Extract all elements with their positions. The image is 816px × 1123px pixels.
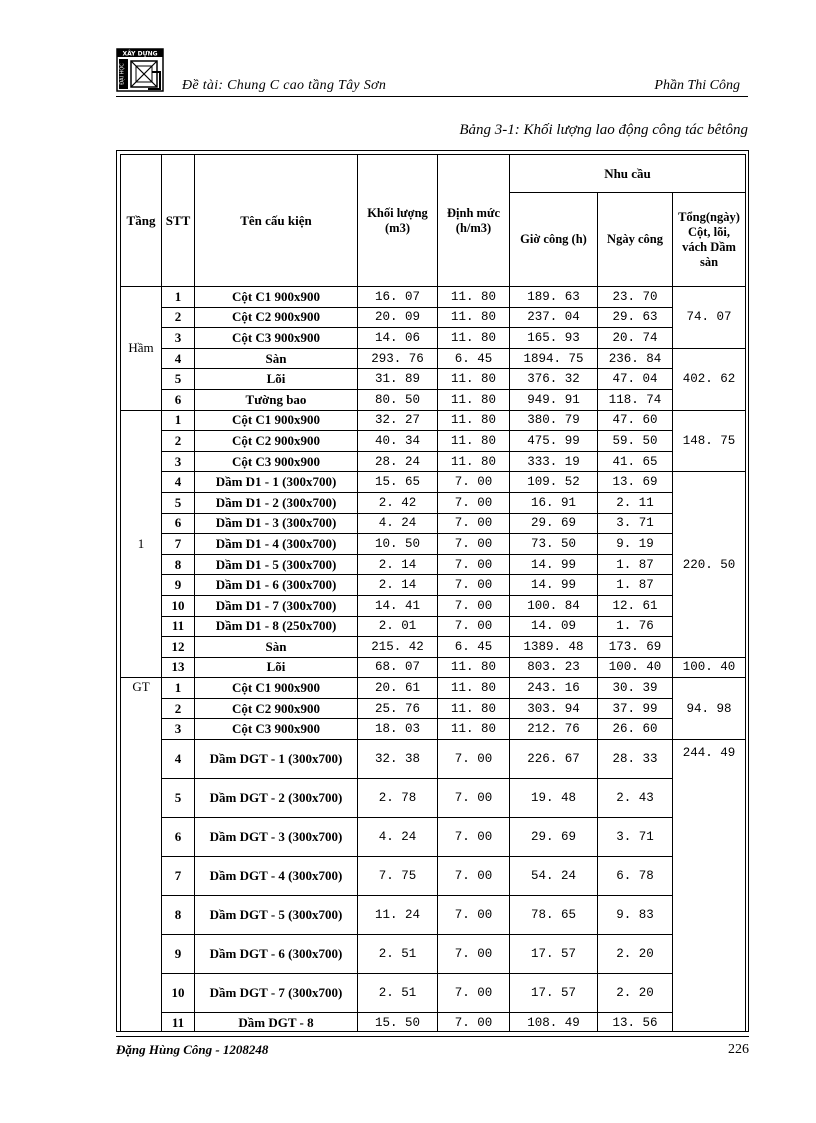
component-name: Dầm DGT - 4 (300x700) bbox=[195, 857, 358, 896]
volume-cell: 15. 65 bbox=[358, 472, 438, 493]
volume-cell: 293. 76 bbox=[358, 348, 438, 369]
days-cell: 3. 71 bbox=[598, 818, 673, 857]
table-row bbox=[121, 575, 746, 596]
page-footer bbox=[116, 1036, 749, 1060]
table-row bbox=[121, 328, 746, 349]
component-name: Cột C3 900x900 bbox=[195, 328, 358, 349]
norm-cell: 11. 80 bbox=[438, 719, 510, 740]
volume-cell: 31. 89 bbox=[358, 369, 438, 390]
page-number: 226 bbox=[728, 1042, 749, 1057]
days-cell: 47. 04 bbox=[598, 369, 673, 390]
volume-cell: 2. 42 bbox=[358, 492, 438, 513]
norm-cell: 11. 80 bbox=[438, 678, 510, 699]
stt-cell: 2 bbox=[162, 698, 195, 719]
header-gio-cong: Giờ công (h) bbox=[510, 193, 598, 287]
volume-cell: 215. 42 bbox=[358, 637, 438, 658]
days-cell: 2. 20 bbox=[598, 935, 673, 974]
hours-cell: 212. 76 bbox=[510, 719, 598, 740]
component-name: Cột C2 900x900 bbox=[195, 698, 358, 719]
component-name: Dầm D1 - 2 (300x700) bbox=[195, 492, 358, 513]
volume-cell: 20. 09 bbox=[358, 307, 438, 328]
table-row bbox=[121, 348, 746, 369]
header-nhu-cau: Nhu cầu bbox=[510, 155, 746, 193]
days-cell: 37. 99 bbox=[598, 698, 673, 719]
table-caption: Bảng 3-1: Khối lượng lao động công tác bêtông bbox=[459, 122, 748, 138]
volume-cell: 14. 41 bbox=[358, 595, 438, 616]
component-name: Tường bao bbox=[195, 389, 358, 410]
table-row bbox=[121, 472, 746, 493]
component-name: Sàn bbox=[195, 637, 358, 658]
table-row bbox=[121, 857, 746, 896]
norm-cell: 7. 00 bbox=[438, 575, 510, 596]
svg-text:XÂY DỰNG: XÂY DỰNG bbox=[122, 50, 158, 58]
table-frame bbox=[116, 150, 749, 1032]
norm-cell: 7. 00 bbox=[438, 857, 510, 896]
hours-cell: 243. 16 bbox=[510, 678, 598, 699]
table-row bbox=[121, 719, 746, 740]
component-name: Cột C1 900x900 bbox=[195, 678, 358, 699]
table-row bbox=[121, 369, 746, 390]
norm-cell: 11. 80 bbox=[438, 307, 510, 328]
component-name: Dầm D1 - 1 (300x700) bbox=[195, 472, 358, 493]
table-row bbox=[121, 779, 746, 818]
hours-cell: 73. 50 bbox=[510, 534, 598, 555]
component-name: Cột C1 900x900 bbox=[195, 287, 358, 308]
stt-cell: 11 bbox=[162, 1013, 195, 1032]
table-row bbox=[121, 287, 746, 308]
header-tang: Tầng bbox=[121, 155, 162, 287]
stt-cell: 1 bbox=[162, 678, 195, 699]
total-cell: 402. 62 bbox=[673, 348, 746, 410]
component-name: Lõi bbox=[195, 369, 358, 390]
hours-cell: 165. 93 bbox=[510, 328, 598, 349]
norm-cell: 7. 00 bbox=[438, 595, 510, 616]
hours-cell: 19. 48 bbox=[510, 779, 598, 818]
floor-label: 1 bbox=[121, 410, 162, 678]
norm-cell: 11. 80 bbox=[438, 451, 510, 472]
table-row bbox=[121, 637, 746, 658]
volume-cell: 4. 24 bbox=[358, 513, 438, 534]
norm-cell: 7. 00 bbox=[438, 935, 510, 974]
stt-cell: 4 bbox=[162, 740, 195, 779]
component-name: Dầm D1 - 5 (300x700) bbox=[195, 554, 358, 575]
hours-cell: 14. 09 bbox=[510, 616, 598, 637]
hours-cell: 949. 91 bbox=[510, 389, 598, 410]
component-name: Dầm D1 - 3 (300x700) bbox=[195, 513, 358, 534]
component-name: Lõi bbox=[195, 657, 358, 678]
floor-label: GT bbox=[121, 678, 162, 1032]
table-row bbox=[121, 616, 746, 637]
stt-cell: 8 bbox=[162, 896, 195, 935]
stt-cell: 7 bbox=[162, 534, 195, 555]
days-cell: 173. 69 bbox=[598, 637, 673, 658]
volume-cell: 2. 14 bbox=[358, 554, 438, 575]
days-cell: 9. 83 bbox=[598, 896, 673, 935]
norm-cell: 7. 00 bbox=[438, 740, 510, 779]
stt-cell: 11 bbox=[162, 616, 195, 637]
volume-cell: 10. 50 bbox=[358, 534, 438, 555]
days-cell: 47. 60 bbox=[598, 410, 673, 431]
days-cell: 9. 19 bbox=[598, 534, 673, 555]
footer-divider bbox=[116, 1036, 749, 1037]
component-name: Cột C1 900x900 bbox=[195, 410, 358, 431]
volume-cell: 32. 38 bbox=[358, 740, 438, 779]
table-row bbox=[121, 554, 746, 575]
hours-cell: 376. 32 bbox=[510, 369, 598, 390]
table-row bbox=[121, 896, 746, 935]
component-name: Dầm DGT - 2 (300x700) bbox=[195, 779, 358, 818]
hours-cell: 17. 57 bbox=[510, 935, 598, 974]
total-cell: 148. 75 bbox=[673, 410, 746, 472]
norm-cell: 6. 45 bbox=[438, 348, 510, 369]
days-cell: 1. 76 bbox=[598, 616, 673, 637]
norm-cell: 11. 80 bbox=[438, 657, 510, 678]
norm-cell: 11. 80 bbox=[438, 698, 510, 719]
stt-cell: 4 bbox=[162, 472, 195, 493]
norm-cell: 11. 80 bbox=[438, 328, 510, 349]
stt-cell: 13 bbox=[162, 657, 195, 678]
stt-cell: 6 bbox=[162, 513, 195, 534]
days-cell: 12. 61 bbox=[598, 595, 673, 616]
days-cell: 20. 74 bbox=[598, 328, 673, 349]
table-row bbox=[121, 657, 746, 678]
norm-cell: 7. 00 bbox=[438, 492, 510, 513]
norm-cell: 7. 00 bbox=[438, 779, 510, 818]
hours-cell: 54. 24 bbox=[510, 857, 598, 896]
days-cell: 30. 39 bbox=[598, 678, 673, 699]
days-cell: 100. 40 bbox=[598, 657, 673, 678]
hours-cell: 189. 63 bbox=[510, 287, 598, 308]
header-ngay-cong: Ngày công bbox=[598, 193, 673, 287]
volume-cell: 18. 03 bbox=[358, 719, 438, 740]
table-row bbox=[121, 595, 746, 616]
days-cell: 2. 43 bbox=[598, 779, 673, 818]
thesis-title: Đề tài: Chung C cao tầng Tây Sơn bbox=[182, 78, 387, 93]
norm-cell: 11. 80 bbox=[438, 410, 510, 431]
hours-cell: 1389. 48 bbox=[510, 637, 598, 658]
volume-cell: 68. 07 bbox=[358, 657, 438, 678]
section-title: Phần Thi Công bbox=[654, 78, 740, 93]
days-cell: 26. 60 bbox=[598, 719, 673, 740]
header-tong: Tổng(ngày) Cột, lõi, vách Dầm sàn bbox=[673, 193, 746, 287]
volume-cell: 4. 24 bbox=[358, 818, 438, 857]
total-cell: 220. 50 bbox=[673, 472, 746, 657]
component-name: Dầm DGT - 1 (300x700) bbox=[195, 740, 358, 779]
labor-table bbox=[120, 154, 746, 1032]
hours-cell: 29. 69 bbox=[510, 513, 598, 534]
hours-cell: 14. 99 bbox=[510, 554, 598, 575]
volume-cell: 15. 50 bbox=[358, 1013, 438, 1032]
component-name: Dầm D1 - 7 (300x700) bbox=[195, 595, 358, 616]
hours-cell: 803. 23 bbox=[510, 657, 598, 678]
norm-cell: 7. 00 bbox=[438, 896, 510, 935]
header-khoi-luong: Khối lượng (m3) bbox=[358, 155, 438, 287]
hours-cell: 14. 99 bbox=[510, 575, 598, 596]
stt-cell: 12 bbox=[162, 637, 195, 658]
days-cell: 2. 20 bbox=[598, 974, 673, 1013]
stt-cell: 1 bbox=[162, 410, 195, 431]
hours-cell: 29. 69 bbox=[510, 818, 598, 857]
stt-cell: 10 bbox=[162, 595, 195, 616]
component-name: Cột C3 900x900 bbox=[195, 451, 358, 472]
norm-cell: 11. 80 bbox=[438, 389, 510, 410]
header-divider bbox=[116, 96, 748, 97]
days-cell: 23. 70 bbox=[598, 287, 673, 308]
norm-cell: 7. 00 bbox=[438, 974, 510, 1013]
norm-cell: 11. 80 bbox=[438, 369, 510, 390]
stt-cell: 3 bbox=[162, 451, 195, 472]
table-row bbox=[121, 740, 746, 779]
author-signature: Đặng Hùng Công - 1208248 bbox=[116, 1042, 269, 1057]
component-name: Cột C2 900x900 bbox=[195, 431, 358, 452]
hours-cell: 16. 91 bbox=[510, 492, 598, 513]
table-row bbox=[121, 389, 746, 410]
stt-cell: 5 bbox=[162, 492, 195, 513]
stt-cell: 6 bbox=[162, 389, 195, 410]
component-name: Cột C2 900x900 bbox=[195, 307, 358, 328]
stt-cell: 5 bbox=[162, 779, 195, 818]
norm-cell: 7. 00 bbox=[438, 472, 510, 493]
days-cell: 236. 84 bbox=[598, 348, 673, 369]
days-cell: 2. 11 bbox=[598, 492, 673, 513]
table-row bbox=[121, 513, 746, 534]
stt-cell: 2 bbox=[162, 431, 195, 452]
stt-cell: 4 bbox=[162, 348, 195, 369]
total-cell: 94. 98 bbox=[673, 678, 746, 740]
hours-cell: 109. 52 bbox=[510, 472, 598, 493]
table-row bbox=[121, 431, 746, 452]
volume-cell: 40. 34 bbox=[358, 431, 438, 452]
table-row bbox=[121, 935, 746, 974]
stt-cell: 5 bbox=[162, 369, 195, 390]
volume-cell: 16. 07 bbox=[358, 287, 438, 308]
volume-cell: 28. 24 bbox=[358, 451, 438, 472]
volume-cell: 2. 01 bbox=[358, 616, 438, 637]
stt-cell: 3 bbox=[162, 719, 195, 740]
days-cell: 1. 87 bbox=[598, 554, 673, 575]
header-ten: Tên cấu kiện bbox=[195, 155, 358, 287]
norm-cell: 6. 45 bbox=[438, 637, 510, 658]
days-cell: 3. 71 bbox=[598, 513, 673, 534]
norm-cell: 7. 00 bbox=[438, 818, 510, 857]
days-cell: 41. 65 bbox=[598, 451, 673, 472]
table-row bbox=[121, 492, 746, 513]
header-dinh-muc: Định mức (h/m3) bbox=[438, 155, 510, 287]
page-header bbox=[116, 46, 748, 98]
header-stt: STT bbox=[162, 155, 195, 287]
table-row bbox=[121, 1013, 746, 1032]
component-name: Dầm DGT - 6 (300x700) bbox=[195, 935, 358, 974]
norm-cell: 11. 80 bbox=[438, 287, 510, 308]
norm-cell: 7. 00 bbox=[438, 534, 510, 555]
stt-cell: 6 bbox=[162, 818, 195, 857]
norm-cell: 7. 00 bbox=[438, 554, 510, 575]
norm-cell: 11. 80 bbox=[438, 431, 510, 452]
norm-cell: 7. 00 bbox=[438, 513, 510, 534]
stt-cell: 1 bbox=[162, 287, 195, 308]
hours-cell: 226. 67 bbox=[510, 740, 598, 779]
table-row bbox=[121, 974, 746, 1013]
floor-label: Hầm bbox=[121, 287, 162, 411]
hours-cell: 108. 49 bbox=[510, 1013, 598, 1032]
hours-cell: 303. 94 bbox=[510, 698, 598, 719]
hours-cell: 333. 19 bbox=[510, 451, 598, 472]
component-name: Dầm D1 - 8 (250x700) bbox=[195, 616, 358, 637]
component-name: Dầm DGT - 7 (300x700) bbox=[195, 974, 358, 1013]
component-name: Sàn bbox=[195, 348, 358, 369]
volume-cell: 20. 61 bbox=[358, 678, 438, 699]
hours-cell: 475. 99 bbox=[510, 431, 598, 452]
volume-cell: 2. 51 bbox=[358, 974, 438, 1013]
stt-cell: 9 bbox=[162, 575, 195, 596]
days-cell: 13. 56 bbox=[598, 1013, 673, 1032]
volume-cell: 2. 51 bbox=[358, 935, 438, 974]
hours-cell: 1894. 75 bbox=[510, 348, 598, 369]
volume-cell: 11. 24 bbox=[358, 896, 438, 935]
table-row bbox=[121, 818, 746, 857]
total-cell: 74. 07 bbox=[673, 287, 746, 349]
stt-cell: 2 bbox=[162, 307, 195, 328]
component-name: Dầm DGT - 5 (300x700) bbox=[195, 896, 358, 935]
component-name: Dầm D1 - 4 (300x700) bbox=[195, 534, 358, 555]
stt-cell: 3 bbox=[162, 328, 195, 349]
stt-cell: 9 bbox=[162, 935, 195, 974]
hours-cell: 100. 84 bbox=[510, 595, 598, 616]
component-name: Cột C3 900x900 bbox=[195, 719, 358, 740]
days-cell: 6. 78 bbox=[598, 857, 673, 896]
stt-cell: 10 bbox=[162, 974, 195, 1013]
stt-cell: 7 bbox=[162, 857, 195, 896]
volume-cell: 2. 14 bbox=[358, 575, 438, 596]
table-row bbox=[121, 534, 746, 555]
total-cell: 244. 49 bbox=[673, 740, 746, 1032]
days-cell: 13. 69 bbox=[598, 472, 673, 493]
hours-cell: 237. 04 bbox=[510, 307, 598, 328]
days-cell: 59. 50 bbox=[598, 431, 673, 452]
table-row bbox=[121, 698, 746, 719]
hours-cell: 78. 65 bbox=[510, 896, 598, 935]
days-cell: 29. 63 bbox=[598, 307, 673, 328]
volume-cell: 80. 50 bbox=[358, 389, 438, 410]
hours-cell: 380. 79 bbox=[510, 410, 598, 431]
table-row bbox=[121, 678, 746, 699]
days-cell: 1. 87 bbox=[598, 575, 673, 596]
days-cell: 28. 33 bbox=[598, 740, 673, 779]
norm-cell: 7. 00 bbox=[438, 616, 510, 637]
university-logo-icon bbox=[116, 48, 164, 92]
total-cell: 100. 40 bbox=[673, 657, 746, 678]
component-name: Dầm DGT - 3 (300x700) bbox=[195, 818, 358, 857]
volume-cell: 14. 06 bbox=[358, 328, 438, 349]
component-name: Dầm D1 - 6 (300x700) bbox=[195, 575, 358, 596]
volume-cell: 32. 27 bbox=[358, 410, 438, 431]
volume-cell: 2. 78 bbox=[358, 779, 438, 818]
table-row bbox=[121, 307, 746, 328]
volume-cell: 7. 75 bbox=[358, 857, 438, 896]
svg-text:ĐẠI HỌC: ĐẠI HỌC bbox=[119, 63, 126, 85]
component-name: Dầm DGT - 8 bbox=[195, 1013, 358, 1032]
table-row bbox=[121, 410, 746, 431]
table-row bbox=[121, 451, 746, 472]
days-cell: 118. 74 bbox=[598, 389, 673, 410]
volume-cell: 25. 76 bbox=[358, 698, 438, 719]
norm-cell: 7. 00 bbox=[438, 1013, 510, 1032]
stt-cell: 8 bbox=[162, 554, 195, 575]
hours-cell: 17. 57 bbox=[510, 974, 598, 1013]
